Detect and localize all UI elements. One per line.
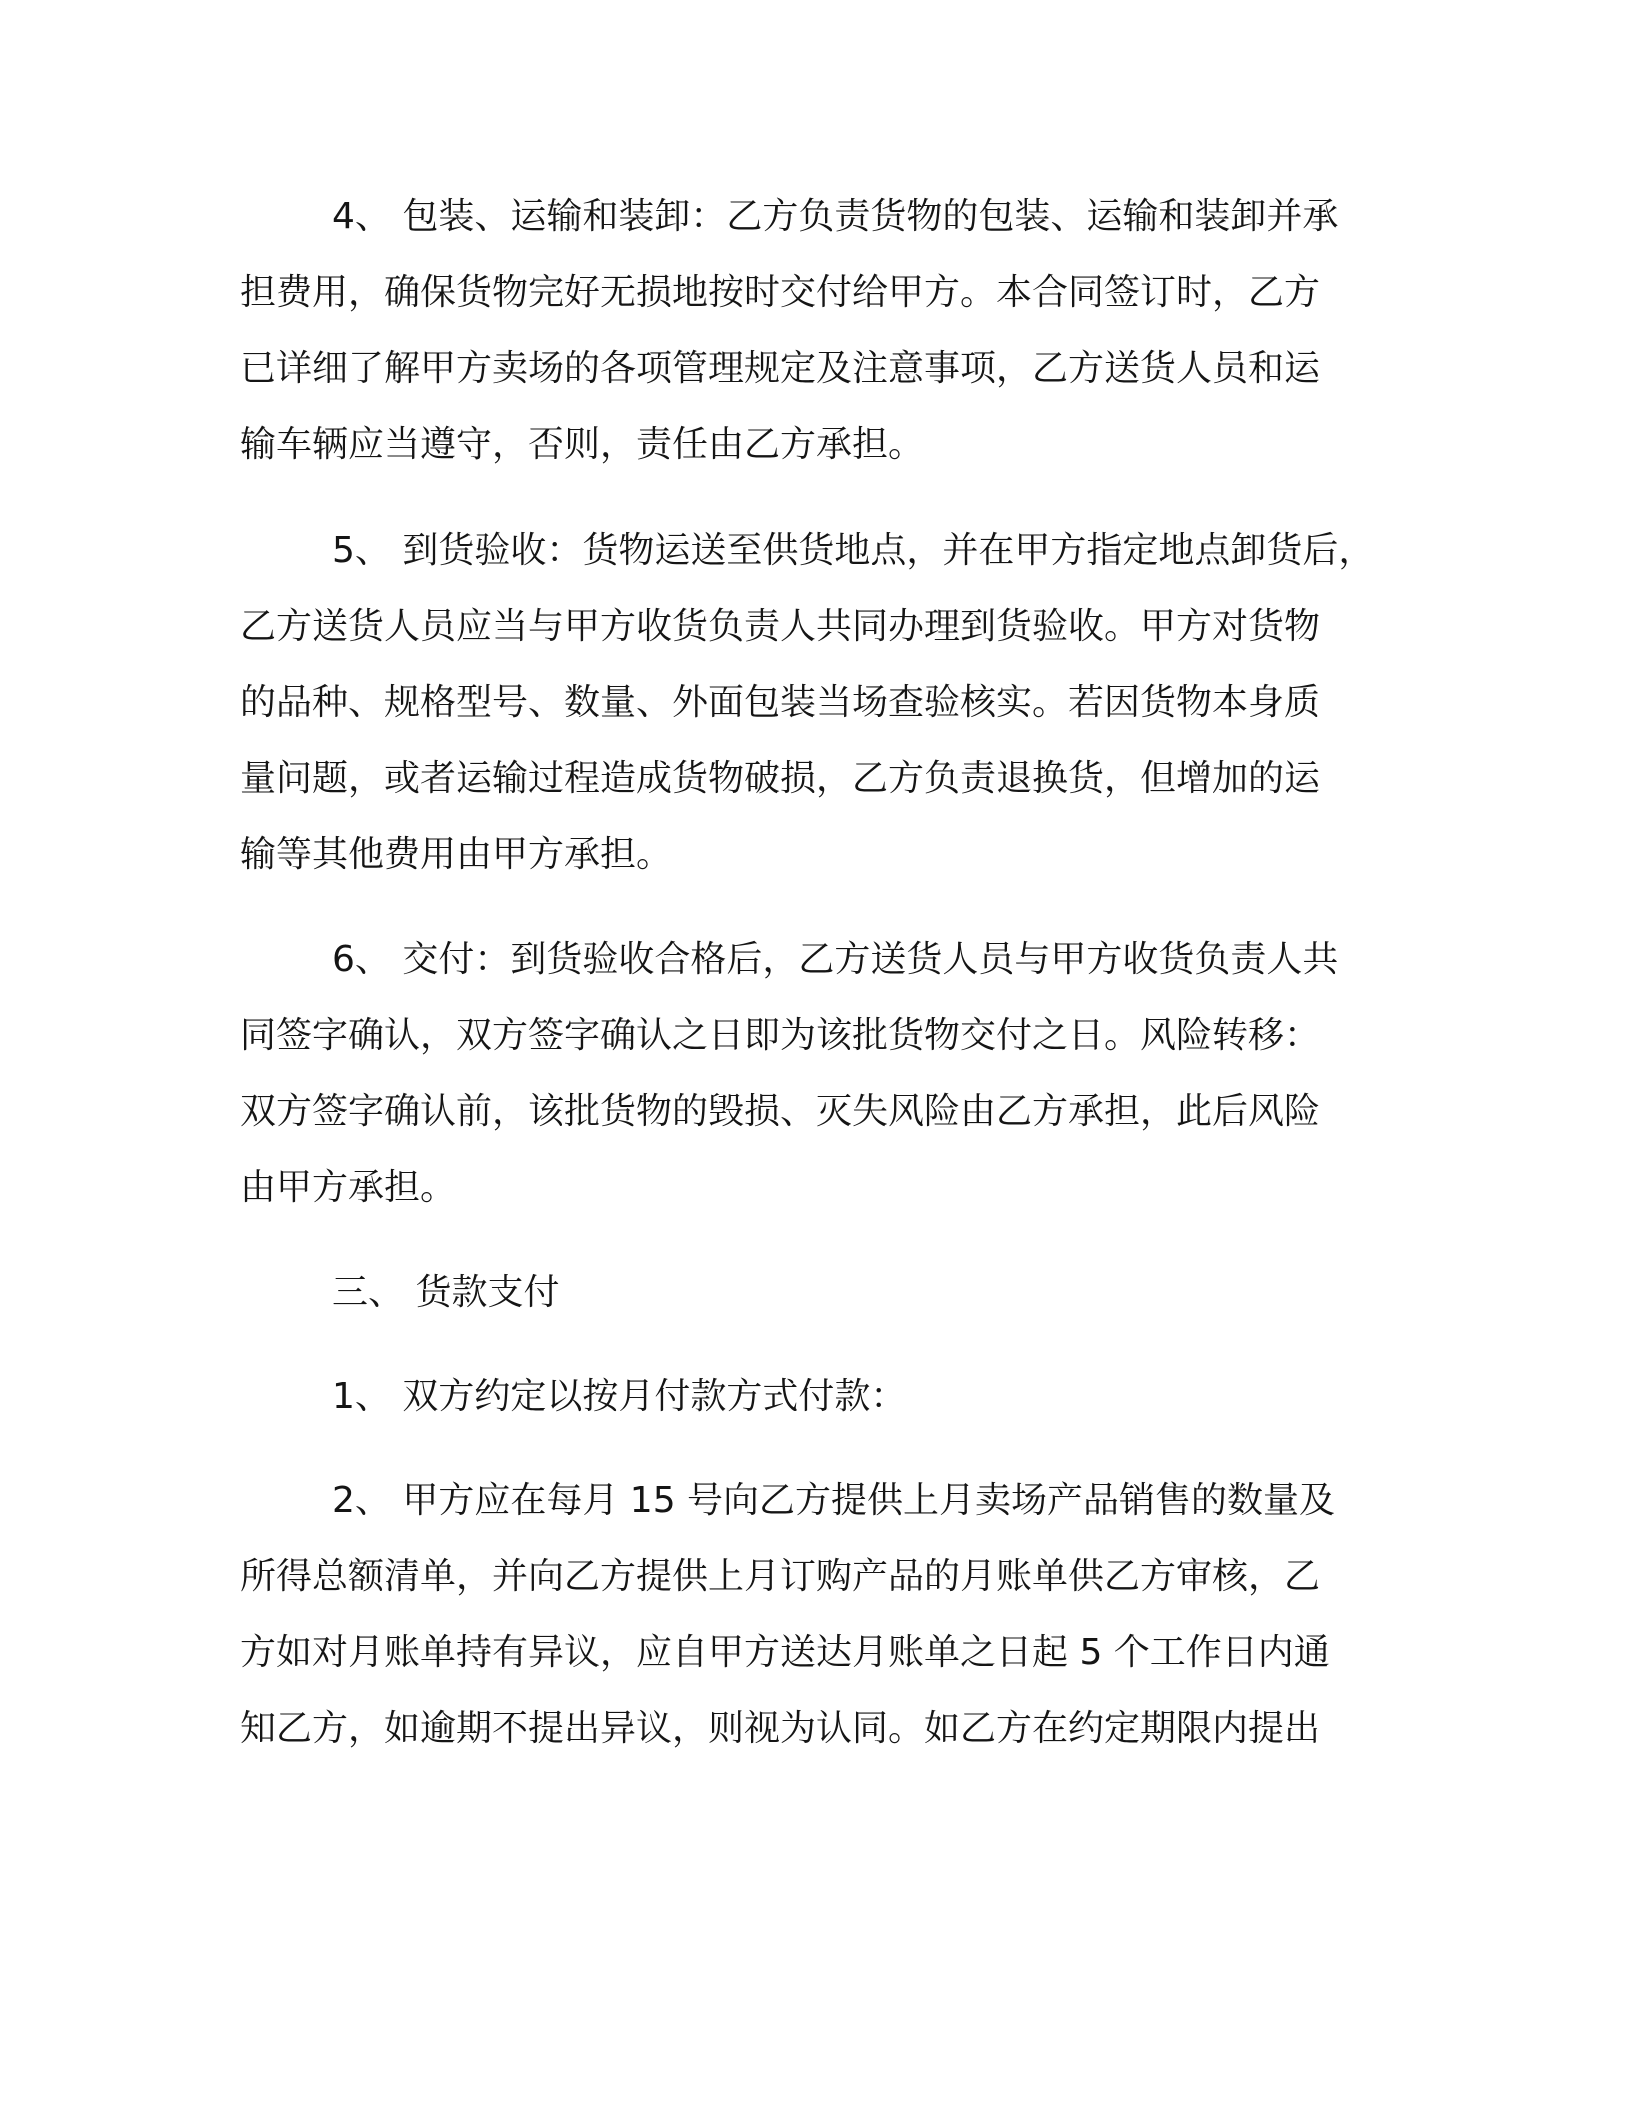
paragraph-4-line-3: 已详细了解甲方卖场的各项管理规定及注意事项，乙方送货人员和运	[240, 348, 1321, 389]
paragraph-6-line-1: 6、 交付：到货验收合格后，乙方送货人员与甲方收货负责人共	[332, 939, 1339, 980]
paragraph-5-line-1: 5、 到货验收：货物运送至供货地点，并在甲方指定地点卸货后，	[332, 530, 1375, 571]
section-3-heading: 三、 货款支付	[332, 1272, 560, 1313]
payment-clause-2-line-2: 所得总额清单，并向乙方提供上月订购产品的月账单供乙方审核，乙	[240, 1556, 1321, 1597]
paragraph-5-line-4: 量问题，或者运输过程造成货物破损，乙方负责退换货，但增加的运	[240, 758, 1321, 799]
paragraph-4-line-2: 担费用，确保货物完好无损地按时交付给甲方。本合同签订时，乙方	[240, 272, 1321, 313]
paragraph-4-line-1: 4、 包装、运输和装卸：乙方负责货物的包装、运输和装卸并承	[332, 196, 1339, 237]
payment-clause-2-line-1: 2、 甲方应在每月 15 号向乙方提供上月卖场产品销售的数量及	[332, 1480, 1336, 1521]
paragraph-5-line-3: 的品种、规格型号、数量、外面包装当场查验核实。若因货物本身质	[240, 682, 1321, 723]
payment-clause-1-line-1: 1、 双方约定以按月付款方式付款：	[332, 1376, 907, 1417]
paragraph-6-line-2: 同签字确认，双方签字确认之日即为该批货物交付之日。风险转移：	[240, 1015, 1321, 1056]
paragraph-4-line-4: 输车辆应当遵守，否则，责任由乙方承担。	[240, 424, 925, 465]
paragraph-5-line-2: 乙方送货人员应当与甲方收货负责人共同办理到货验收。甲方对货物	[240, 606, 1321, 647]
payment-clause-2-line-3: 方如对月账单持有异议，应自甲方送达月账单之日起 5 个工作日内通	[240, 1632, 1330, 1673]
paragraph-6-line-3: 双方签字确认前，该批货物的毁损、灭失风险由乙方承担，此后风险	[240, 1091, 1321, 1132]
paragraph-6-line-4: 由甲方承担。	[240, 1167, 457, 1208]
paragraph-5-line-5: 输等其他费用由甲方承担。	[240, 834, 673, 875]
payment-clause-2-line-4: 知乙方，如逾期不提出异议，则视为认同。如乙方在约定期限内提出	[240, 1708, 1321, 1749]
